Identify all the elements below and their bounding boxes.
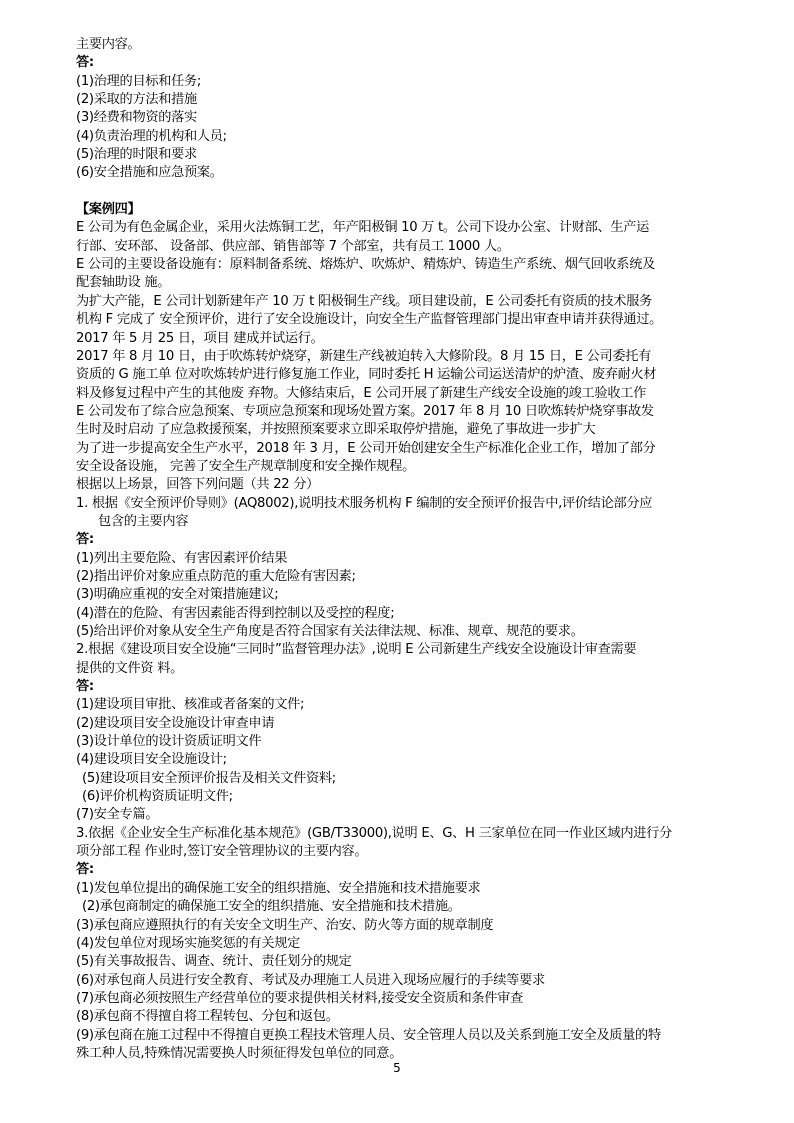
text-line: (6)安全措施和应急预案。	[76, 165, 223, 181]
text-line: (3)承包商应遵照执行的有关安全文明生产、治安、防火等方面的规章制度	[76, 917, 494, 933]
text-line: (4)建设项目安全设施设计;	[76, 752, 227, 768]
section-heading: 【案例四】	[76, 202, 141, 218]
answer-label: 答:	[76, 862, 94, 878]
text-line: 行部、安环部、 设备部、供应部、销售部等 7 个部室，共有员工 1000 人。	[76, 238, 510, 254]
text-line: 配套轴助设 施。	[76, 275, 171, 291]
text-line: 提供的文件资 料。	[76, 660, 183, 676]
text-line: (5)治理的时限和要求	[76, 147, 197, 163]
text-line: (1)发包单位提出的确保施工安全的组织措施、安全措施和技术措施要求	[76, 880, 481, 896]
text-line: E 公司发布了综合应急预案、专项应急预案和现场处置方案。2017 年 8 月 10 日吹炼转炉烧穿事故发	[76, 403, 654, 419]
text-line: 殊工种人员,特殊情况需要换人时须征得发包单位的同意。	[76, 1045, 403, 1061]
text-line: (7)承包商必须按照生产经营单位的要求提供相关材料,接受安全资质和条件审查	[76, 990, 523, 1006]
text-line: (1)建设项目审批、核准或者备案的文件;	[76, 697, 305, 713]
answer-label: 答:	[76, 679, 94, 695]
text-line: (9)承包商在施工过程中不得擅自更换工程技术管理人员、安全管理人员以及关系到施工安全及质量的特	[76, 1027, 661, 1043]
text-line: (3)明确应重视的安全对策措施建议;	[76, 587, 279, 603]
text-line: 包含的主要内容	[98, 513, 189, 529]
text-line: (4)负责治理的机构和人员;	[76, 128, 227, 144]
text-line: (4)潜在的危险、有害因素能否得到控制以及受控的程度;	[76, 605, 395, 621]
text-line: 1. 根据《安全预评价导则》(AQ8002),说明技术服务机构 F 编制的安全预评价报告中,评价结论部分应	[76, 495, 653, 511]
text-line: 料及修复过程中产生的其他废 弃物。大修结束后，E 公司开展了新建生产线安全设施的竣工验收工作	[76, 385, 646, 401]
blank-line	[76, 183, 726, 201]
text-line: 主要内容。	[76, 37, 141, 52]
text-line: (5)给出评价对象从安全生产角度是否符合国家有关法律法规、标准、规章、规范的要求。	[76, 624, 584, 639]
text-line: (8)承包商不得擅自将工程转包、分包和返包。	[76, 1009, 339, 1025]
text-line: (7)安全专篇。	[76, 807, 159, 823]
text-line: E 公司为有色金属企业，采用火法炼铜工艺，年产阳极铜 10 万 t。公司下设办公室、计财部、生产运	[76, 220, 650, 236]
answer-label: 答:	[76, 55, 94, 71]
text-line: 项分部工程 作业时,签订安全管理协议的主要内容。	[76, 844, 368, 860]
text-line: 为扩大产能，E 公司计划新建年产 10 万 t 阳极铜生产线。项目建设前，E 公司委托有资质的技术服务	[76, 293, 652, 309]
answer-label: 答:	[76, 532, 94, 548]
text-line: 为了进一步提高安全生产水平，2018 年 3 月，E 公司开始创建安全生产标准化企业工作，增加了部分	[76, 440, 656, 456]
text-line: (6)评价机构资质证明文件;	[82, 789, 233, 805]
text-line: (5)有关事故报告、调查、统计、责任划分的规定	[76, 954, 352, 970]
text-line: (3)经费和物资的落实	[76, 110, 197, 126]
text-line: 2.根据《建设项目安全设施“三同时”监督管理办法》,说明 E 公司新建生产线安全设施设计审查需要	[76, 642, 637, 658]
text-line: (6)对承包商人员进行安全教育、考试及办理施工人员进入现场应履行的手续等要求	[76, 972, 545, 988]
text-line: (2)采取的方法和措施	[76, 92, 197, 108]
text-line: (4)发包单位对现场实施奖惩的有关规定	[76, 935, 300, 951]
text-line: E 公司的主要设备设施有：原料制备系统、熔炼炉、吹炼炉、精炼炉、铸造生产系统、烟气回收系统及	[76, 257, 655, 273]
text-line: (2)承包商制定的确保施工安全的组织措施、安全措施和技术措施。	[82, 899, 461, 915]
text-line: 根据以上场景，回答下列问题（共 22 分）	[76, 477, 320, 493]
document-body	[76, 36, 726, 1063]
text-line: (1)列出主要危险、有害因素评价结果	[76, 550, 288, 566]
text-line: (3)设计单位的设计资质证明文件	[76, 734, 262, 750]
page-number: 5	[393, 1061, 401, 1075]
text-line: 生时及时启动 了应急救援预案，并按照预案要求立即采取停炉措施，避免了事故进一步扩大	[76, 422, 596, 438]
text-line: (2)建设项目安全设施设计审查申请	[76, 715, 275, 731]
text-line: 安全设备设施， 完善了安全生产规章制度和安全操作规程。	[76, 458, 415, 474]
text-line: 2017 年 8 月 10 日，由于吹炼转炉烧穿，新建生产线被迫转入大修阶段。8 月 15 日，E 公司委托有	[76, 348, 652, 364]
text-line: 2017 年 5 月 25 日，项目 建成并试运行。	[76, 330, 324, 346]
text-line: (2)指出评价对象应重点防范的重大危险有害因素;	[76, 568, 356, 584]
text-line: (5)建设项目安全预评价报告及相关文件资料;	[82, 770, 336, 786]
text-line: 资质的 G 施工单 位对吹炼转炉进行修复施工作业，同时委托 H 运输公司运送清炉的炉渣、废弃耐火材	[76, 367, 657, 383]
text-line: 3.依据《企业安全生产标准化基本规范》(GB/T33000),说明 E、G、H 三家单位在同一作业区域内进行分	[76, 825, 672, 841]
text-line: (1)治理的目标和任务;	[76, 73, 202, 89]
text-line: 机构 F 完成了 安全预评价，进行了安全设施设计，向安全生产监督管理部门提出审查申请并获得通过。	[76, 312, 663, 328]
